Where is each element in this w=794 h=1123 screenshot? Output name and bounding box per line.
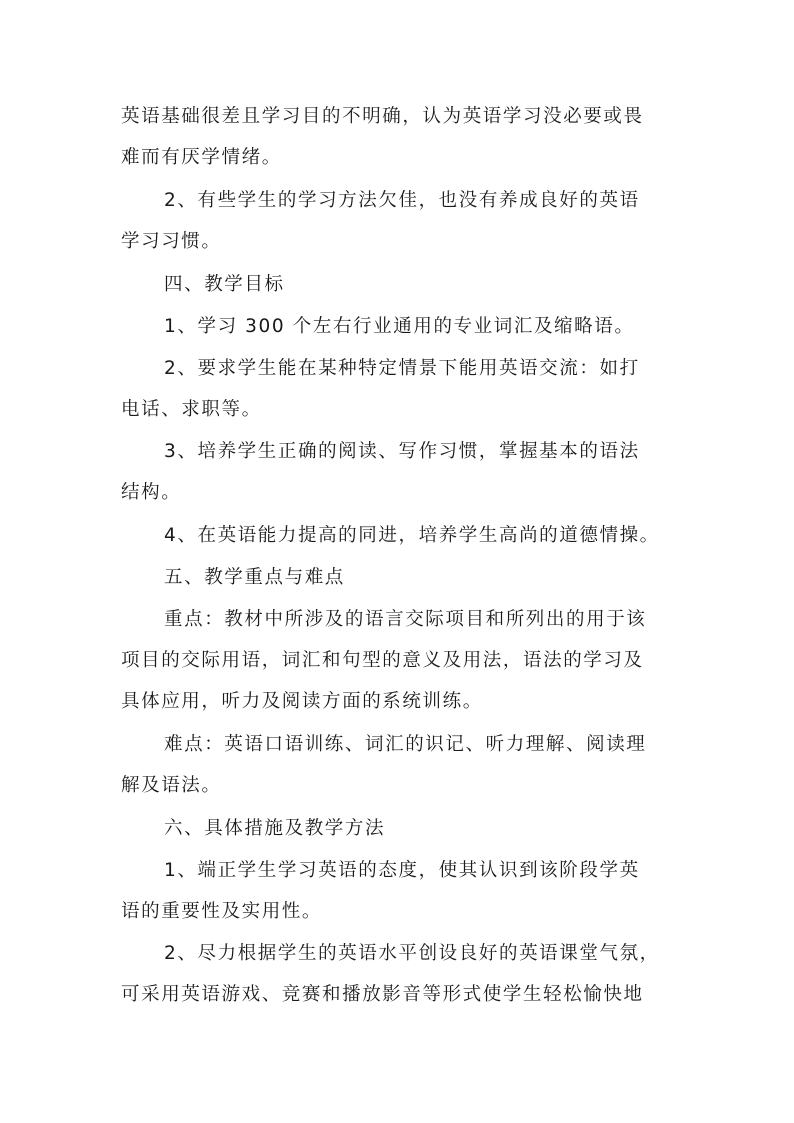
text-line: 具体应用，听力及阅读方面的系统训练。 [121, 691, 483, 712]
text-line: 四、教学目标 [164, 274, 285, 295]
text-line: 电话、求职等。 [121, 399, 262, 420]
text-line: 解及语法。 [121, 775, 222, 796]
text-line: 2、要求学生能在某种特定情景下能用英语交流：如打 [164, 358, 640, 379]
section-heading-teaching-goals [121, 264, 681, 305]
text-line: 3、培养学生正确的阅读、写作习惯，掌握基本的语法 [164, 441, 640, 462]
paragraph-goal-4 [121, 515, 681, 556]
paragraph-method-2 [121, 933, 681, 1015]
paragraph-difficulties [121, 724, 681, 806]
text-line: 重点：教材中所涉及的语言交际项目和所列出的用于该 [164, 609, 647, 630]
text-line: 可采用英语游戏、竞赛和播放影音等形式使学生轻松愉快地 [121, 984, 644, 1005]
text-line: 六、具体措施及教学方法 [164, 818, 386, 839]
paragraph-method-1 [121, 850, 681, 932]
text-line: 1、学习 300 个左右行业通用的专业词汇及缩略语。 [164, 316, 635, 337]
text-line: 结构。 [121, 482, 182, 503]
paragraph-goal-3 [121, 431, 681, 513]
text-line: 英语基础很差且学习目的不明确，认为英语学习没必要或畏 [121, 106, 644, 127]
text-line: 学习习惯。 [121, 231, 222, 252]
section-heading-key-points [121, 557, 681, 598]
text-line: 2、尽力根据学生的英语水平创设良好的英语课堂气氛， [164, 943, 660, 964]
text-line: 2、有些学生的学习方法欠佳，也没有养成良好的英语 [164, 190, 640, 211]
text-line: 4、在英语能力提高的同进，培养学生高尚的道德情操。 [164, 525, 660, 546]
text-line: 语的重要性及实用性。 [121, 901, 323, 922]
text-line: 五、教学重点与难点 [164, 567, 345, 588]
paragraph-goal-1 [121, 306, 681, 347]
paragraph-item-2 [121, 180, 681, 262]
paragraph-goal-2 [121, 348, 681, 430]
paragraph-key-points [121, 599, 681, 722]
text-line: 难点：英语口语训练、词汇的识记、听力理解、阅读理 [164, 734, 647, 755]
text-line: 项目的交际用语，词汇和句型的意义及用法，语法的学习及 [121, 650, 644, 671]
text-line: 1、端正学生学习英语的态度，使其认识到该阶段学英 [164, 860, 640, 881]
paragraph-continuation [121, 96, 681, 178]
section-heading-methods [121, 808, 681, 849]
text-line: 难而有厌学情绪。 [121, 147, 282, 168]
